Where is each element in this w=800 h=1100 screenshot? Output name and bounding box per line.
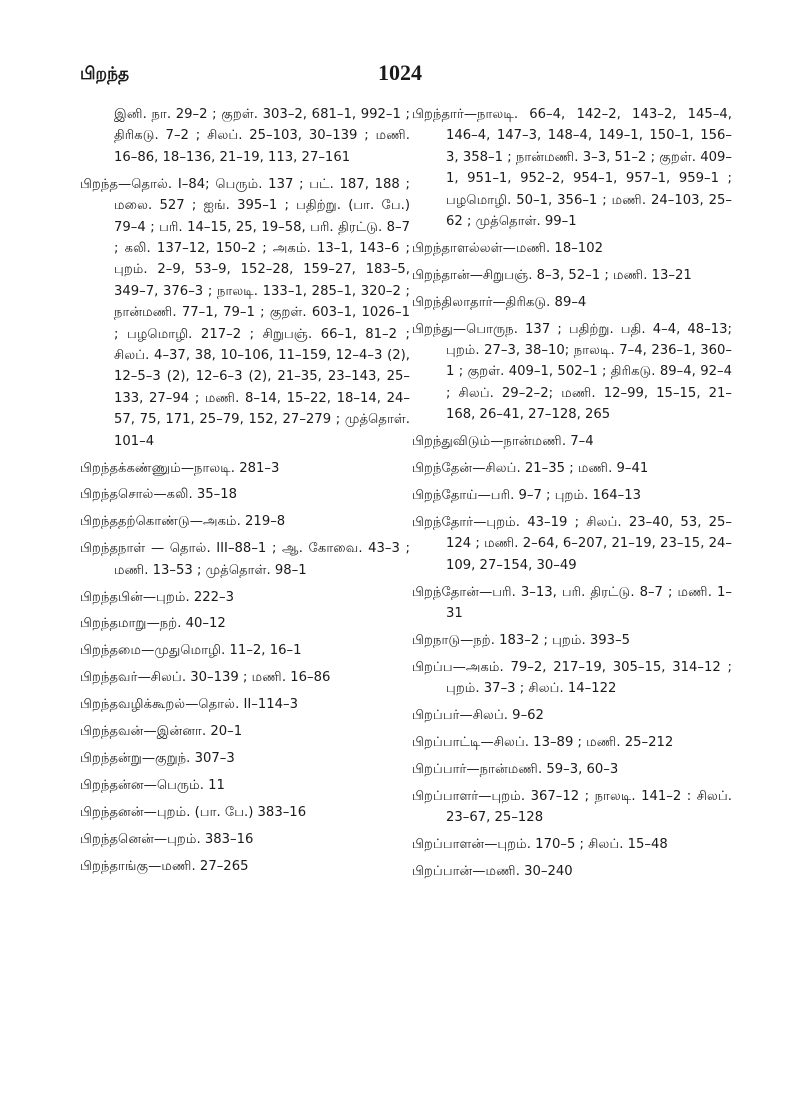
index-entry: பிறந்ததற்கொண்டு—அகம். 219–8	[80, 514, 286, 530]
index-entry: பிறந்தவர்—சிலப். 30–139 ; மணி. 16–86	[80, 670, 331, 686]
left-column	[80, 104, 410, 883]
index-entry: பிறப்ப—அகம். 79–2, 217–19, 305–15, 314–12 ; புறம். 37–3 ; சிலப். 14–122	[412, 659, 732, 697]
index-entry: பிறந்தமாறு—நற். 40–12	[80, 616, 226, 632]
index-entry: பிறந்தார்—நாலடி. 66–4, 142–2, 143–2, 145–4, 146–4, 147–3, 148–4, 149–1, 150–1, 156–3, 358–1 ; நான்மணி. 3–3, 51–2 ; குறள். 409–1, 951–1, 952–2, 954–1, 957–1, 959–1 ; பழமொழி. 50–1, 356–1 ; மணி. 24–103, 25–62 ; முத்தொள். 99–1	[412, 107, 732, 230]
index-entry: பிறந்திலாதார்—திரிகடு. 89–4	[412, 294, 587, 310]
index-entry: பிறந்தக்கண்ணும்—நாலடி. 281–3	[80, 460, 280, 476]
index-entry: பிறந்தநாள் — தொல். III–88–1 ; ஆ. கோவை. 43–3 ; மணி. 13–53 ; முத்தொள். 98–1	[80, 541, 410, 578]
index-entry: பிறப்பாளன்—புறம். 170–5 ; சிலப். 15–48	[412, 837, 668, 853]
index-entry: பிறந்தன்ன—பெரும். 11	[80, 777, 225, 793]
index-entry: பிறந்தாளல்லள்—மணி. 18–102	[412, 240, 603, 256]
index-entry: பிறப்பான்—மணி. 30–240	[412, 864, 573, 880]
index-entry: பிறப்பாளர்—புறம். 367–12 ; நாலடி. 141–2 : சிலப். 23–67, 25–128	[412, 788, 732, 826]
index-entry: பிறந்த—தொல். I–84; பெரும். 137 ; பட். 187, 188 ; மலை. 527 ; ஐங். 395–1 ; பதிற்று. (பா. பே.) 79–4 ; பரி. 14–15, 25, 19–58, பரி. திரட்டு. 8–7 ; கலி. 137–12, 150–2 ; அகம். 13–1, 143–6 ; புறம். 2–9, 53–9, 152–28, 159–27, 183–5, 349–7, 376–3 ; நாலடி. 133–1, 285–1, 320–2 ; நான்மணி. 77–1, 79–1 ; குறள். 603–1, 1026–1 ; பழமொழி. 217–2 ; சிறுபஞ். 66–1, 81–2 ; சிலப். 4–37, 38, 10–106, 11–159, 12–4–3 (2), 12–5–3 (2), 12–6–3 (2), 21–35, 23–143, 25–133, 27–94 ; மணி. 8–14, 15–22, 18–14, 24–57, 75, 171, 25–79, 152, 27–279 ; முத்தொள். 101–4	[80, 176, 410, 449]
index-entry: பிறநாடு—நற். 183–2 ; புறம். 393–5	[412, 632, 631, 648]
index-entry: பிறந்தோர்—புறம். 43–19 ; சிலப். 23–40, 53, 25–124 ; மணி. 2–64, 6–207, 21–19, 23–15, 24–109, 27–154, 30–49	[412, 514, 732, 573]
index-entry: பிறந்தமை—முதுமொழி. 11–2, 16–1	[80, 643, 302, 659]
index-entry: பிறப்பாட்டி—சிலப். 13–89 ; மணி. 25–212	[412, 735, 674, 751]
running-head: பிறந்த	[80, 64, 130, 84]
index-entry: பிறந்தான்—சிறுபஞ். 8–3, 52–1 ; மணி. 13–21	[412, 267, 692, 283]
index-entry: பிறந்தோன்—பரி. 3–13, பரி. திரட்டு. 8–7 ; மணி. 1–31	[412, 584, 732, 622]
index-entry: பிறந்தேன்—சிலப். 21–35 ; மணி. 9–41	[412, 461, 649, 477]
index-entry: பிறப்பர்—சிலப். 9–62	[412, 708, 544, 724]
page-number: 1024	[378, 60, 422, 85]
index-entry: பிறப்பார்—நான்மணி. 59–3, 60–3	[412, 761, 619, 777]
right-column	[412, 104, 732, 888]
index-entry: பிறந்தோய்—பரி. 9–7 ; புறம். 164–13	[412, 488, 642, 503]
index-entry: பிறந்தனன்—புறம். (பா. பே.) 383–16	[80, 804, 307, 820]
index-entry: பிறந்தனென்—புறம். 383–16	[80, 831, 254, 847]
index-entry: பிறந்து—பொருந. 137 ; பதிற்று. பதி. 4–4, 48–13; புறம். 27–3, 38–10; நாலடி. 7–4, 236–1, 360–1 ; குறள். 409–1, 502–1 ; திரிகடு. 89–4, 92–4 ; சிலப். 29–2–2; மணி. 12–99, 15–15, 21–168, 26–41, 27–128, 265	[412, 321, 732, 423]
index-entry: இனி. நா. 29–2 ; குறள். 303–2, 681–1, 992–1 ; திரிகடு. 7–2 ; சிலப். 25–103, 30–139 ; மணி. 16–86, 18–136, 21–19, 113, 27–161	[114, 107, 410, 165]
index-entry: பிறந்தவழிக்கூறல்—தொல். II–114–3	[80, 697, 299, 713]
index-entry: பிறந்தசொல்—கலி. 35–18	[80, 487, 238, 503]
index-entry: பிறந்துவிடும்—நான்மணி. 7–4	[412, 434, 594, 450]
index-entry: பிறந்தபின்—புறம். 222–3	[80, 589, 235, 605]
index-entry: பிறந்தன்று—குறுந். 307–3	[80, 750, 235, 766]
index-entry: பிறந்தவன்—இன்னா. 20–1	[80, 724, 243, 740]
index-entry: பிறந்தாங்கு—மணி. 27–265	[80, 858, 249, 874]
